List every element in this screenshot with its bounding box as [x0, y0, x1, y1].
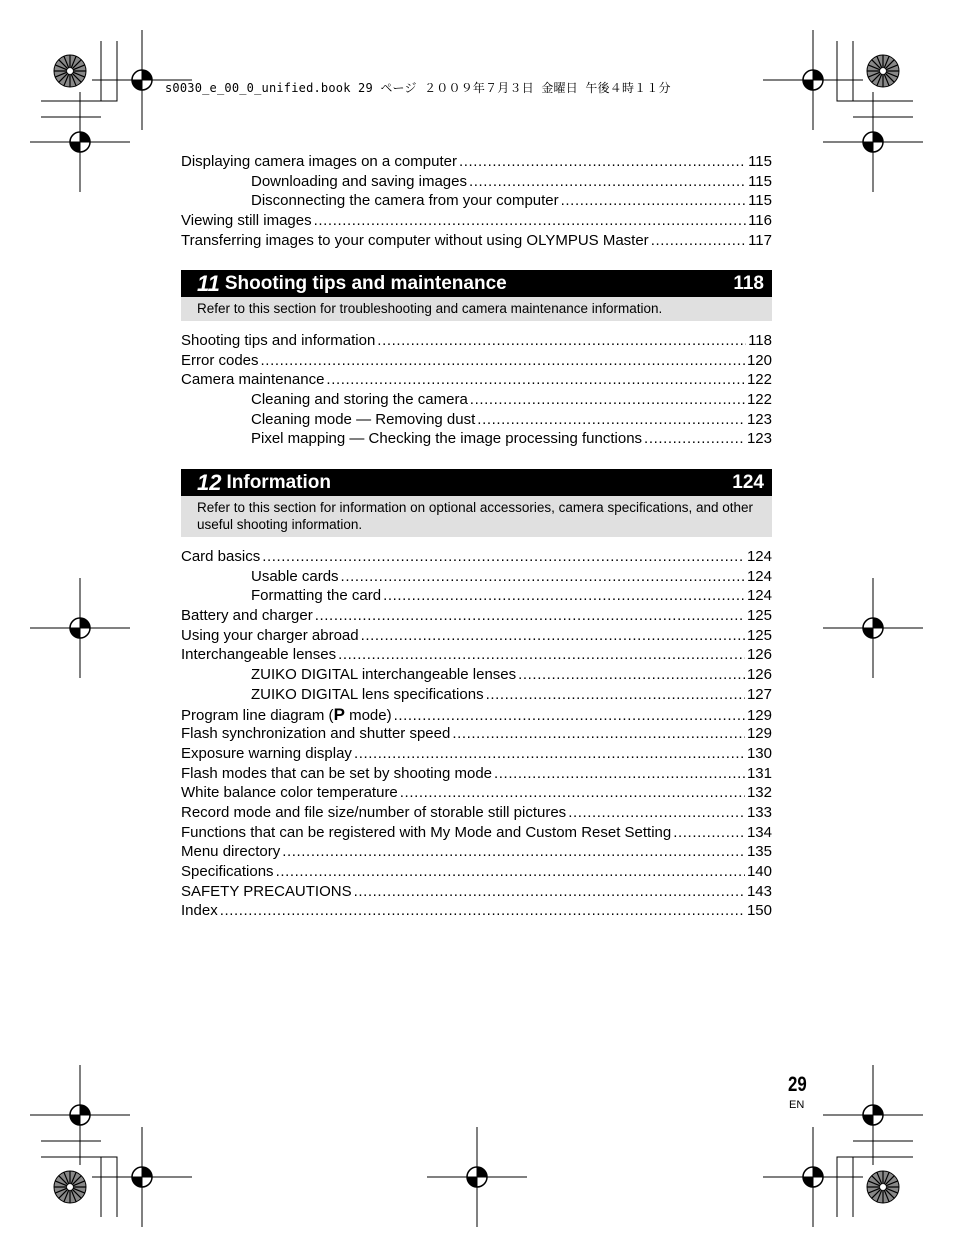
page-number: 29 — [788, 1073, 807, 1096]
toc-entry — [181, 645, 772, 665]
toc-entry-page: 115 — [748, 192, 772, 210]
toc-entry — [181, 626, 772, 646]
dot-leader — [314, 211, 746, 231]
toc-section-11-list — [181, 331, 772, 449]
dot-leader — [354, 744, 745, 764]
dot-leader — [261, 351, 745, 371]
toc-entry — [181, 685, 772, 705]
section-11-description: Refer to this section for troubleshooting and camera maintenance information. — [181, 297, 772, 321]
toc-entry-title: Index — [181, 902, 218, 920]
dot-leader — [518, 665, 745, 685]
language-code: EN — [789, 1099, 805, 1111]
toc-entry — [181, 370, 772, 390]
toc-entry — [181, 724, 772, 744]
toc-entry — [181, 842, 772, 862]
toc-entry-title: Specifications — [181, 863, 274, 880]
toc-entry-page: 131 — [746, 764, 772, 782]
toc-entry-page: 127 — [746, 685, 772, 703]
toc-entry — [181, 586, 772, 606]
toc-entry-page: 132 — [746, 784, 772, 802]
dot-leader — [262, 547, 745, 567]
toc-entry-page: 122 — [746, 391, 772, 409]
toc-entry-title: Cleaning mode — Removing dust — [251, 410, 476, 428]
dot-leader — [400, 783, 745, 803]
toc-entry-page: 122 — [746, 371, 772, 389]
section-page: 124 — [732, 471, 764, 493]
toc-entry — [181, 567, 772, 587]
toc-entry — [181, 172, 772, 192]
dot-leader — [470, 390, 745, 410]
dot-leader — [568, 803, 745, 823]
mode-p-symbol: P — [333, 704, 345, 724]
toc-entry — [181, 191, 772, 211]
toc-entry-title: Flash synchronization and shutter speed — [181, 725, 451, 743]
dot-leader — [477, 410, 745, 430]
toc-entry — [181, 862, 772, 882]
toc-entry-page: 129 — [746, 725, 772, 743]
dot-leader — [361, 626, 745, 646]
dot-leader — [494, 764, 745, 784]
dot-leader — [326, 370, 745, 390]
toc-entry — [181, 901, 772, 921]
toc-entry-title: Functions that can be registered with My Mode and Custom Reset Setting — [181, 823, 672, 841]
dot-leader — [469, 172, 746, 192]
dot-leader — [394, 706, 745, 726]
toc-entry-page: 143 — [746, 882, 772, 900]
toc-entry-page: 126 — [746, 646, 772, 664]
toc-entry — [181, 744, 772, 764]
dot-leader — [673, 823, 745, 843]
toc-entry-title: Using your charger abroad — [181, 626, 359, 644]
toc-entry-title: Transferring images to your computer without using OLYMPUS Master — [181, 231, 649, 249]
toc-entry — [181, 606, 772, 626]
toc-entry — [181, 882, 772, 902]
section-page: 118 — [733, 272, 764, 294]
toc-top-list — [181, 152, 772, 250]
section-title: Information — [226, 471, 331, 493]
toc-entry — [181, 390, 772, 410]
toc-entry-title: Record mode and file size/number of storable still pictures — [181, 803, 567, 821]
toc-entry — [181, 547, 772, 567]
toc-entry — [181, 764, 772, 784]
toc-entry-page: 118 — [748, 332, 772, 349]
toc-entry — [181, 803, 772, 823]
toc-entry — [181, 211, 772, 231]
toc-entry — [181, 783, 772, 803]
toc-entry-title: ZUIKO DIGITAL lens specifications — [251, 685, 484, 703]
toc-entry-title: Flash modes that can be set by shooting mode — [181, 764, 493, 782]
section-number: 12 — [197, 469, 222, 495]
toc-entry-page: 123 — [746, 410, 772, 428]
dot-leader — [282, 842, 745, 862]
section-title: Shooting tips and maintenance — [224, 272, 507, 294]
dot-leader — [459, 152, 746, 172]
toc-entry — [181, 705, 772, 725]
toc-entry-title: White balance color temperature — [181, 784, 398, 802]
toc-entry-title: Pixel mapping — Checking the image processing functions — [251, 430, 643, 448]
toc-entry-page: 150 — [746, 902, 772, 920]
toc-entry-title: Disconnecting the camera from your computer — [251, 192, 559, 210]
toc-entry-page: 124 — [746, 548, 772, 565]
toc-entry-page: 115 — [748, 172, 772, 190]
toc-entry-title: Exposure warning display — [181, 744, 352, 762]
toc-entry-title: Formatting the card — [251, 587, 382, 605]
toc-entry-title: Displaying camera images on a computer — [181, 153, 457, 170]
toc-entry-title: Battery and charger — [181, 607, 313, 625]
toc-entry-page: 115 — [748, 153, 772, 170]
toc-entry — [181, 331, 772, 351]
toc-entry — [181, 665, 772, 685]
dot-leader — [276, 862, 745, 882]
section-number: 11 — [197, 270, 220, 296]
toc-entry-title: Viewing still images — [181, 212, 312, 230]
dot-leader — [383, 586, 745, 606]
toc-entry — [181, 429, 772, 449]
toc-entry-page: 117 — [748, 231, 772, 249]
section-12-description: Refer to this section for information on optional accessories, camera specifications, and other useful shooting information. — [181, 496, 772, 537]
toc-entry-title: Cleaning and storing the camera — [251, 391, 468, 409]
toc-entry-title: Usable cards — [251, 567, 339, 585]
dot-leader — [338, 645, 745, 665]
toc-entry-title: Program line diagram (P mode) — [181, 704, 392, 724]
dot-leader — [220, 901, 745, 921]
toc-entry-page: 130 — [746, 744, 772, 762]
dot-leader — [561, 191, 746, 211]
toc-entry-page: 134 — [746, 823, 772, 841]
toc-entry-page: 123 — [746, 430, 772, 448]
toc-entry-page: 124 — [746, 587, 772, 605]
dot-leader — [644, 429, 745, 449]
toc-entry-page: 140 — [746, 863, 772, 880]
dot-leader — [377, 331, 746, 351]
toc-entry-page: 120 — [746, 351, 772, 369]
toc-section-12-list — [181, 547, 772, 921]
dot-leader — [354, 882, 745, 902]
toc-entry-title: Downloading and saving images — [251, 172, 467, 190]
toc-entry-page: 129 — [746, 706, 772, 724]
print-header: s0030_e_00_0_unified.book 29 ページ ２００９年７月３日 金曜日 午後４時１１分 — [165, 81, 671, 95]
toc-entry-page: 126 — [746, 666, 772, 684]
toc-entry-title: Error codes — [181, 351, 259, 369]
toc-entry-page: 133 — [746, 803, 772, 821]
toc-entry-title: Menu directory — [181, 843, 281, 861]
toc-entry-page: 135 — [746, 843, 772, 861]
toc-entry — [181, 231, 772, 251]
toc-entry-page: 125 — [746, 607, 772, 625]
dot-leader — [486, 685, 745, 705]
toc-entry-title: SAFETY PRECAUTIONS — [181, 882, 352, 900]
dot-leader — [651, 231, 746, 251]
toc-entry-title: Shooting tips and information — [181, 332, 376, 349]
toc-entry-page: 116 — [748, 212, 772, 230]
dot-leader — [315, 606, 745, 626]
toc-entry-title: Interchangeable lenses — [181, 646, 337, 664]
dot-leader — [341, 567, 745, 587]
toc-entry — [181, 152, 772, 172]
toc-entry — [181, 351, 772, 371]
toc-entry-title: ZUIKO DIGITAL interchangeable lenses — [251, 666, 517, 684]
section-12-header — [181, 469, 772, 496]
section-11-header — [181, 270, 772, 297]
dot-leader — [452, 724, 745, 744]
toc-entry-title: Camera maintenance — [181, 371, 325, 389]
toc-entry — [181, 410, 772, 430]
toc-entry-page: 125 — [746, 626, 772, 644]
toc-entry — [181, 823, 772, 843]
toc-entry-page: 124 — [746, 567, 772, 585]
toc-entry-title: Card basics — [181, 548, 261, 565]
